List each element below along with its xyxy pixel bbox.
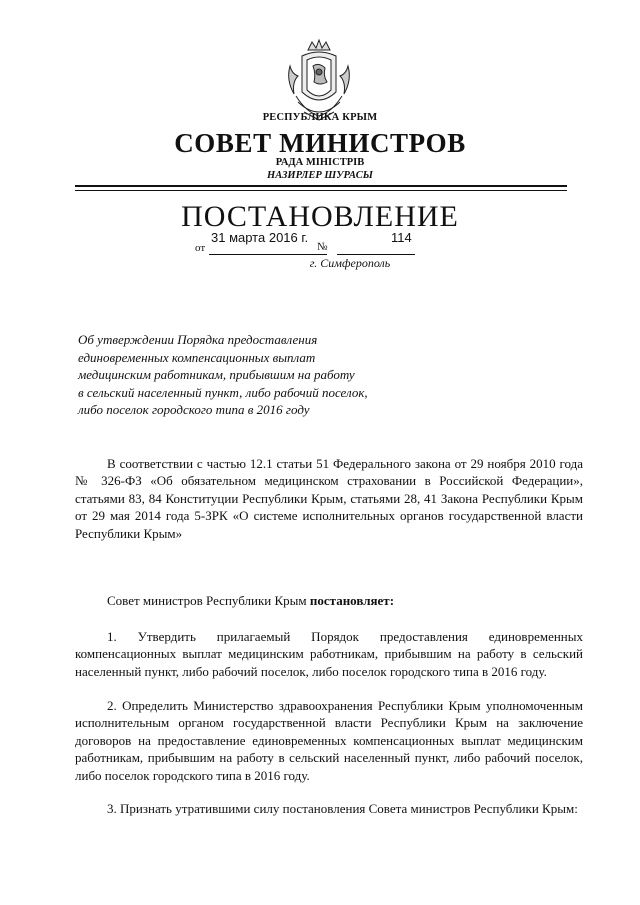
title-line: единовременных компенсационных выплат — [78, 349, 316, 365]
item-1-paragraph: 1. Утвердить прилагаемый Порядок предоставления единовременных компенсационных выплат медицинским работникам, прибывшим на работу в сельский населенный пункт, либо рабочий поселок, либо поселок городского типа в 2016 году. — [75, 629, 583, 679]
council-name-ukrainian: РАДА МІНІСТРІВ — [275, 157, 365, 168]
decree-number: 114 — [391, 230, 412, 245]
item-3-paragraph: 3. Признать утратившими силу постановления Совета министров Республики Крым: — [107, 801, 578, 816]
preamble-paragraph: В соответствии с частью 12.1 статьи 51 Федерального закона от 29 ноября 2010 года № 326-ФЗ «Об обязательном медицинском страховании в Российской Федерации», статьями 83, 84 Конституции Республики Крым, статьями 28, 41 Закона Республики Крым от 29 мая 2014 года 5-ЗРК «О системе исполнительных органов государственной власти Республики Крым» — [75, 456, 583, 541]
item-2-paragraph: 2. Определить Министерство здравоохранения Республики Крым уполномоченным исполнительным органом государственной власти Республики Крым на заключение договоров на предоставление единовременных компенсационных выплат медицинским работникам, прибывшим на работу в сельский населенный пункт, либо рабочий поселок, либо поселок городского типа в 2016 году. — [75, 698, 583, 783]
decree-date: 31 марта 2016 г. — [211, 230, 309, 245]
header-divider-thin — [75, 190, 567, 191]
city: г. Симферополь — [309, 256, 391, 270]
title-line: медицинским работникам, прибывшим на работу — [78, 367, 355, 382]
council-name-crimean-tatar: НАЗИРЛЕР ШУРАСЫ — [267, 170, 373, 181]
decree-title — [78, 331, 438, 419]
number-prefix: № — [317, 241, 328, 253]
resolves-keyword: постановляет: — [309, 593, 395, 608]
date-number-row — [195, 230, 435, 256]
number-underline — [337, 254, 415, 255]
resolves-paragraph — [75, 592, 583, 609]
header-divider-thick — [75, 185, 567, 187]
resolves-text: Совет министров Республики Крым — [107, 593, 310, 608]
title-line: Об утверждении Порядка предоставления — [78, 332, 318, 347]
date-underline — [209, 254, 327, 255]
council-name: СОВЕТ МИНИСТРОВ — [174, 128, 466, 158]
title-line: либо поселок городского типа в 2016 году — [78, 402, 310, 417]
document-type-heading: ПОСТАНОВЛЕНИЕ — [181, 200, 459, 233]
title-line: в сельский населенный пункт, либо рабочий поселок, — [78, 384, 368, 400]
date-prefix: от — [195, 242, 206, 254]
republic-name: РЕСПУБЛИКА КРЫМ — [262, 112, 378, 123]
